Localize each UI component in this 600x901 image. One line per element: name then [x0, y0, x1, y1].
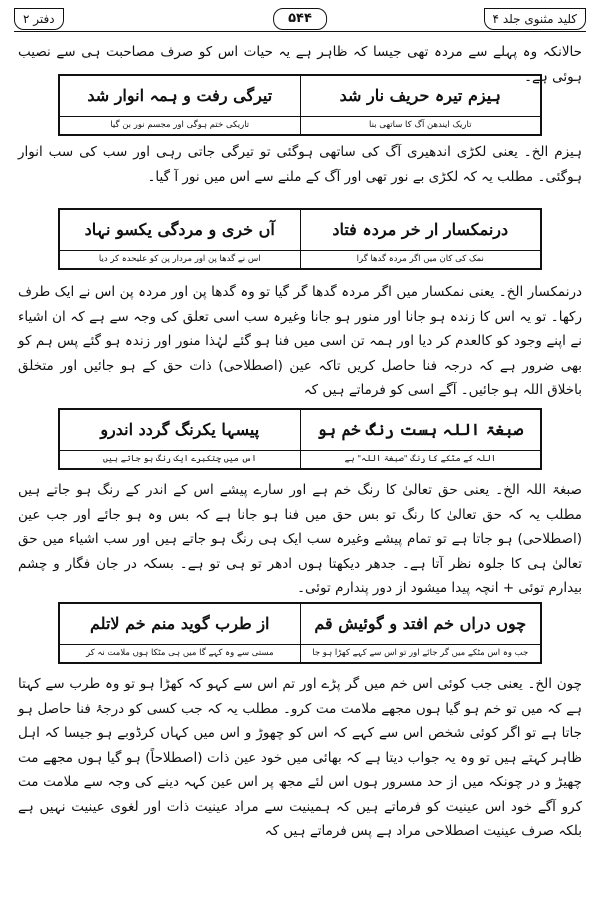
book-title: کلید مثنوی جلد ۴ [484, 8, 586, 30]
section-label: دفتر ۲ [14, 8, 64, 30]
verse-second-line: از طرب گوید منم خم لاتلم [60, 604, 301, 644]
verse-first-gloss: جب وہ اس مٹکے میں گر جائے اور تو اس سے کہے کھڑا ہو جا [312, 648, 529, 658]
paragraph: صبغۃ اللہ الخ۔ یعنی حق تعالیٰ کا رنگ خم ہے اور سارے پیشے اس کے اندر کے رنگ ہو جاتے ہیں مطلب یہ کہ حق تعالیٰ کا رنگ تو بس حق میں فنا ہو جانا ہے کہ بس وہ ہو جائے اور جب عین (اصطلاحی) ہو جاتا ہے تو تمام پیشے وغیرہ سب ایک ہی رنگ ہو جاتے ہیں اور سب اشیاء میں حق تعالیٰ ہی کا جلوہ نظر آتا ہے۔ جدھر دیکھتا ہوں ادھر تو ہی تو ہے۔ بسکہ در جان فگار و چشم بیدارم توئی + انچہ پیدا میشود از دور پندارم توئی۔ [18, 482, 582, 596]
verse-box [58, 74, 542, 136]
page-number: ۵۴۴ [273, 8, 327, 30]
verse-first-gloss: نمک کی کان میں اگر مردہ گدھا گرا [356, 254, 484, 264]
verse-first-line: درنمکسار ار خر مردہ فتاد [332, 220, 509, 239]
verse-second-gloss: تاریکی ختم ہوگی اور مجسم نور بن گیا [60, 117, 301, 134]
verse-second-gloss: اس نے گدھا پن اور مردار پن کو علیحدہ کر دیا [60, 251, 301, 268]
paragraph: درنمکسار الخ۔ یعنی نمکسار میں اگر مردہ گدھا گر گیا تو وہ گدھا پن اور مردہ پن اس نے ایک طرف رکھا۔ تو یہ اس کا زندہ ہو جانا اور منور ہو جانا وغیرہ سب اسی تعلق کی وجہ سے ہے کہ ان اشیاء نے اپنے وجود کو کالعدم کر دیا اور ہمہ تن اسی میں فنا ہو گئے لہٰذا منور اور زندہ ہو گئے پس ہم کو بھی ضرور ہے کہ درجہ فنا حاصل کریں تاکہ عین (اصطلاحی) ذات حق کے ہو جائیں اور متخلق باخلاق اللہ ہو جائیں۔ آگے اسی کو فرماتے ہیں کہ [18, 284, 582, 398]
verse-second-gloss: مستی سے وہ کہے گا میں ہی مٹکا ہوں ملامت نہ کر [60, 645, 301, 662]
paragraph: چون الخ۔ یعنی جب کوئی اس خم میں گر پڑے اور تم اس سے کہو کہ کھڑا ہو تو وہ طرب سے کہتا ہے کہ میں تو خم ہو گیا ہوں مجھے ملامت مت کرو۔ مطلب یہ کہ جب کسی کو درجۂ فنا حاصل ہو جاتا ہے تو اگر کوئی شخص اس سے کہے کہ اس کو چھوڑ و اس میں کہاں کرڈوبے ہو جیسا کہ اہل ظاہر کہتے ہیں تو وہ یہ جواب دیتا ہے کہ بھائی میں خود عین ذات (اصطلاحاً) ہو گیا ہوں مجھے مت چھیڑ و در چونکہ میں از حد مسرور ہوں اس لئے مجھ پر اس عین کہہ دینے کی وجہ سے ملامت مت کرو آگے خود اس عینیت کو فرماتے ہیں کہ ہمینیت سے مراد عینیت ذات اور لغوی عینیت نہیں ہے بلکہ صرف عینیت اصطلاحی مراد ہے پس فرماتے ہیں کہ [18, 676, 582, 839]
verse-first-line: ہیزم تیرہ حریف نار شد [339, 86, 501, 105]
verse-box [58, 208, 542, 270]
header-divider [14, 31, 586, 32]
verse-box [58, 602, 542, 664]
verse-second-line: آں خری و مردگی یکسو نہاد [60, 210, 301, 250]
verse-box [58, 408, 542, 470]
page-header [14, 8, 586, 30]
verse-first-line: چوں دراں خم افتد و گوئیش قم [314, 614, 527, 633]
verse-first-line: صبغۃ اللہ ہست رنگ خم ہو [317, 420, 524, 439]
verse-first-gloss: اللہ کے مٹکے کا رنگ "صبغۃ اللہ" ہے [344, 454, 496, 464]
paragraph: ہیزم الخ۔ یعنی لکڑی اندھیری آگ کی ساتھی ہوگئی تو تیرگی جاتی رہی اور سب کی سب انوار ہوگئی۔ مطلب یہ کہ لکڑی بے نور تھی اور آگ کے ملنے سے اس میں نور آ گیا۔ [18, 144, 582, 185]
verse-second-line: تیرگی رفت و ہمہ انوار شد [60, 76, 301, 116]
paragraph: حالانکہ وہ پہلے سے مردہ تھی جیسا کہ ظاہر ہے یہ حیات اس کو صرف مصاحبت ہی سے نصیب ہوئی ہے۔ [18, 44, 582, 85]
verse-second-gloss: اس میں چتکبرے ایک رنگ ہو جاتے ہیں [60, 451, 301, 468]
verse-first-gloss: تاریک ایندھن آگ کا ساتھی بنا [369, 120, 472, 130]
verse-second-line: پیسہا یکرنگ گردد اندرو [60, 410, 301, 450]
